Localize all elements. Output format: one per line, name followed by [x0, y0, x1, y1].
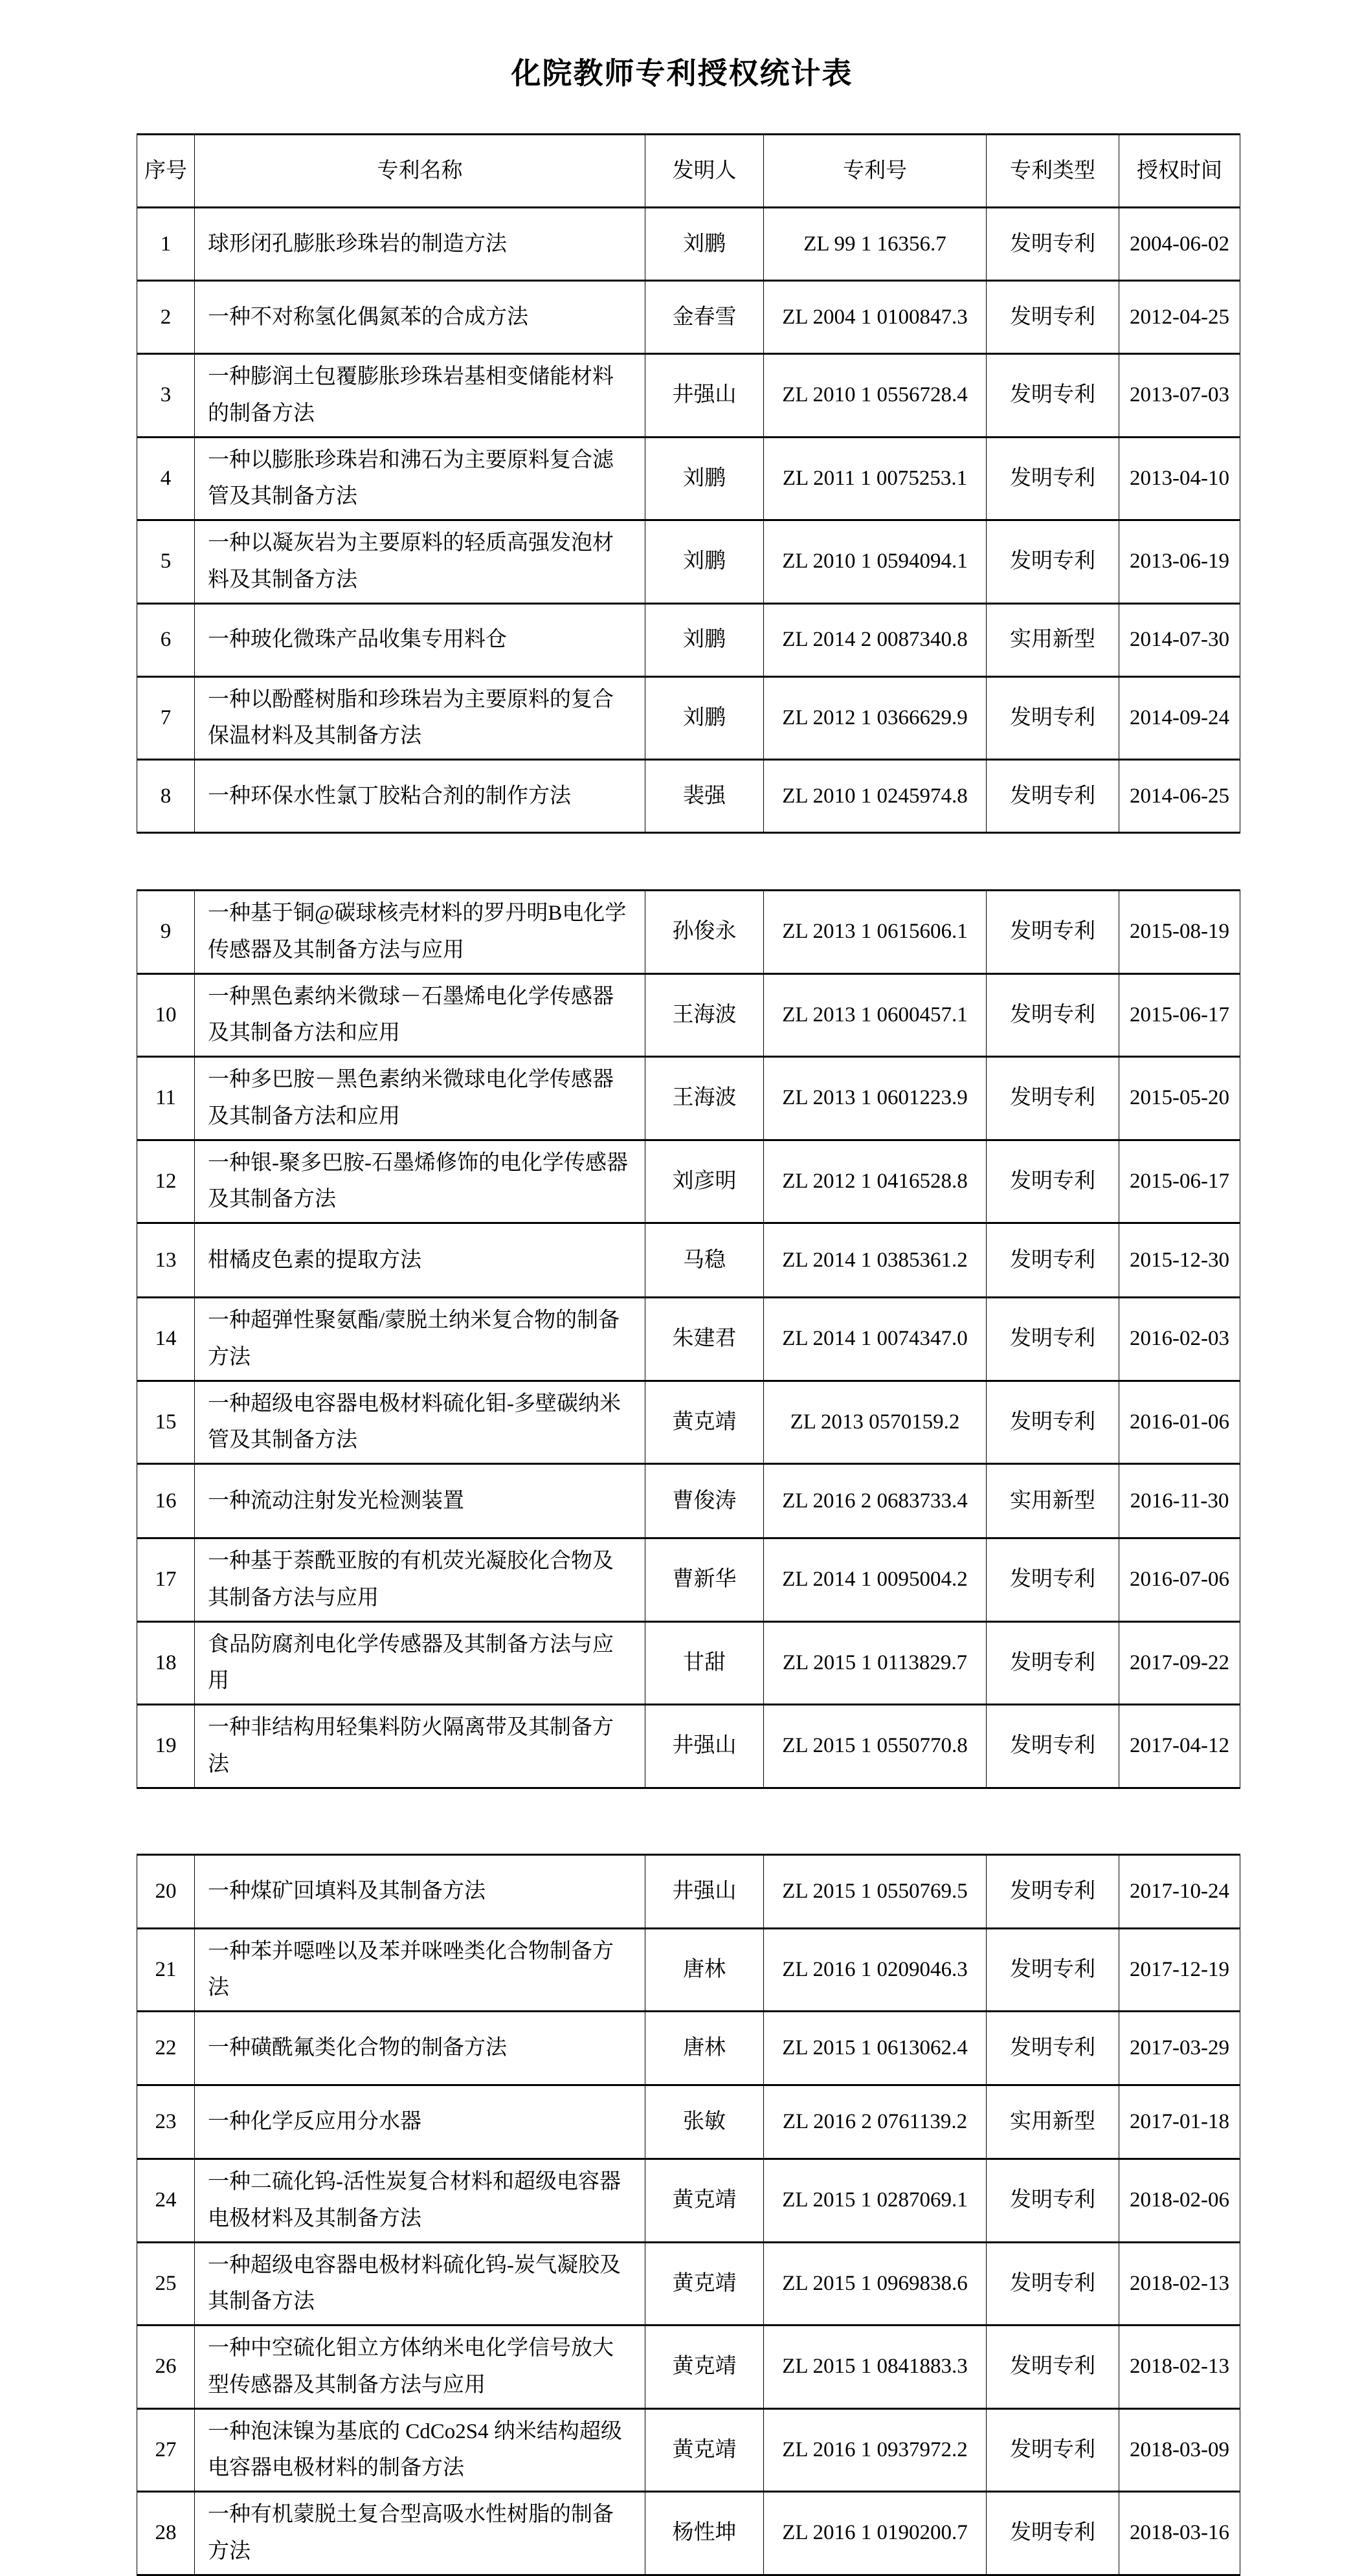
cell-patent-number: ZL 2004 1 0100847.3 [764, 281, 987, 354]
cell-grant-date: 2018-02-13 [1119, 2326, 1240, 2409]
cell-no: 5 [137, 520, 195, 604]
cell-patent-type: 发明专利 [987, 891, 1119, 974]
table-row [137, 2492, 1240, 2575]
cell-patent-type: 发明专利 [987, 1538, 1119, 1622]
cell-no: 27 [137, 2408, 195, 2492]
cell-grant-date: 2013-04-10 [1119, 437, 1240, 520]
table-row [137, 760, 1240, 833]
col-header-grant-date: 授权时间 [1119, 135, 1240, 208]
cell-patent-number: ZL 2014 1 0074347.0 [764, 1298, 987, 1381]
cell-patent-name: 一种膨润土包覆膨胀珍珠岩基相变储能材料的制备方法 [195, 354, 645, 438]
cell-inventor: 王海波 [645, 973, 764, 1057]
cell-grant-date: 2014-07-30 [1119, 603, 1240, 676]
cell-patent-number: ZL 2015 1 0969838.6 [764, 2242, 987, 2326]
cell-patent-name: 一种以凝灰岩为主要原料的轻质高强发泡材料及其制备方法 [195, 520, 645, 604]
cell-grant-date: 2015-06-17 [1119, 1140, 1240, 1223]
cell-inventor: 刘鹏 [645, 520, 764, 604]
cell-patent-number: ZL 2010 1 0245974.8 [764, 760, 987, 833]
cell-patent-number: ZL 2011 1 0075253.1 [764, 437, 987, 520]
cell-patent-name: 一种泡沫镍为基底的 CdCo2S4 纳米结构超级电容器电极材料的制备方法 [195, 2408, 645, 2492]
cell-no: 28 [137, 2492, 195, 2575]
cell-grant-date: 2004-06-02 [1119, 208, 1240, 281]
cell-grant-date: 2013-07-03 [1119, 354, 1240, 438]
cell-inventor: 井强山 [645, 1854, 764, 1928]
cell-inventor: 甘甜 [645, 1621, 764, 1705]
cell-patent-name: 一种化学反应用分水器 [195, 2085, 645, 2159]
table-wrapper [137, 133, 1240, 2576]
cell-patent-type: 发明专利 [987, 1705, 1119, 1788]
cell-inventor: 张敏 [645, 2085, 764, 2159]
cell-patent-type: 发明专利 [987, 1854, 1119, 1928]
cell-no: 7 [137, 676, 195, 760]
cell-grant-date: 2015-06-17 [1119, 973, 1240, 1057]
table-row [137, 1621, 1240, 1705]
cell-patent-type: 实用新型 [987, 1464, 1119, 1538]
cell-patent-name: 一种银-聚多巴胺-石墨烯修饰的电化学传感器及其制备方法 [195, 1140, 645, 1223]
page-title: 化院教师专利授权统计表 [511, 57, 853, 90]
cell-grant-date: 2017-01-18 [1119, 2085, 1240, 2159]
cell-patent-type: 发明专利 [987, 1298, 1119, 1381]
cell-patent-number: ZL 2014 2 0087340.8 [764, 603, 987, 676]
cell-patent-number: ZL 2016 1 0190200.7 [764, 2492, 987, 2575]
cell-patent-name: 一种基于铜@碳球核壳材料的罗丹明B电化学传感器及其制备方法与应用 [195, 891, 645, 974]
cell-patent-type: 发明专利 [987, 520, 1119, 604]
cell-no: 6 [137, 603, 195, 676]
cell-patent-name: 一种磺酰氟类化合物的制备方法 [195, 2012, 645, 2085]
cell-grant-date: 2016-07-06 [1119, 1538, 1240, 1622]
cell-inventor: 黄克靖 [645, 2408, 764, 2492]
cell-patent-number: ZL 2010 1 0594094.1 [764, 520, 987, 604]
cell-patent-name: 一种超弹性聚氨酯/蒙脱土纳米复合物的制备方法 [195, 1298, 645, 1381]
cell-patent-type: 发明专利 [987, 973, 1119, 1057]
cell-inventor: 刘鹏 [645, 437, 764, 520]
cell-no: 12 [137, 1140, 195, 1223]
cell-no: 18 [137, 1621, 195, 1705]
cell-patent-number: ZL 2016 1 0209046.3 [764, 1928, 987, 2012]
col-header-inventor: 发明人 [645, 135, 764, 208]
table-row [137, 1854, 1240, 1928]
cell-patent-number: ZL 99 1 16356.7 [764, 208, 987, 281]
cell-grant-date: 2018-02-06 [1119, 2159, 1240, 2243]
cell-grant-date: 2017-03-29 [1119, 2012, 1240, 2085]
table-row [137, 2085, 1240, 2159]
table-row [137, 208, 1240, 281]
patent-table-section-3 [137, 1854, 1240, 2576]
table-row [137, 2242, 1240, 2326]
cell-grant-date: 2018-03-09 [1119, 2408, 1240, 2492]
table-row [137, 1298, 1240, 1381]
cell-no: 22 [137, 2012, 195, 2085]
table-row [137, 1381, 1240, 1464]
cell-patent-name: 一种基于萘酰亚胺的有机荧光凝胶化合物及其制备方法与应用 [195, 1538, 645, 1622]
cell-no: 11 [137, 1057, 195, 1140]
table-row [137, 1705, 1240, 1788]
cell-no: 14 [137, 1298, 195, 1381]
cell-no: 23 [137, 2085, 195, 2159]
cell-patent-name: 一种以酚醛树脂和珍珠岩为主要原料的复合保温材料及其制备方法 [195, 676, 645, 760]
table-row [137, 520, 1240, 604]
cell-inventor: 孙俊永 [645, 891, 764, 974]
cell-patent-number: ZL 2016 2 0761139.2 [764, 2085, 987, 2159]
cell-patent-type: 发明专利 [987, 1381, 1119, 1464]
cell-patent-name: 一种超级电容器电极材料硫化钨-炭气凝胶及其制备方法 [195, 2242, 645, 2326]
cell-patent-type: 实用新型 [987, 2085, 1119, 2159]
cell-patent-type: 发明专利 [987, 1140, 1119, 1223]
table-header-row [137, 135, 1240, 208]
cell-grant-date: 2016-01-06 [1119, 1381, 1240, 1464]
cell-patent-name: 一种超级电容器电极材料硫化钼-多壁碳纳米管及其制备方法 [195, 1381, 645, 1464]
cell-grant-date: 2015-05-20 [1119, 1057, 1240, 1140]
cell-no: 17 [137, 1538, 195, 1622]
cell-inventor: 马稳 [645, 1223, 764, 1298]
cell-inventor: 刘鹏 [645, 603, 764, 676]
cell-patent-type: 发明专利 [987, 1928, 1119, 2012]
cell-patent-type: 发明专利 [987, 760, 1119, 833]
cell-inventor: 朱建君 [645, 1298, 764, 1381]
cell-inventor: 曹新华 [645, 1538, 764, 1622]
cell-patent-number: ZL 2013 1 0615606.1 [764, 891, 987, 974]
table-row [137, 973, 1240, 1057]
cell-patent-type: 发明专利 [987, 208, 1119, 281]
cell-patent-type: 发明专利 [987, 1057, 1119, 1140]
table-row [137, 603, 1240, 676]
cell-no: 15 [137, 1381, 195, 1464]
table-row [137, 281, 1240, 354]
cell-patent-number: ZL 2012 1 0416528.8 [764, 1140, 987, 1223]
cell-patent-name: 一种二硫化钨-活性炭复合材料和超级电容器电极材料及其制备方法 [195, 2159, 645, 2243]
cell-grant-date: 2017-12-19 [1119, 1928, 1240, 2012]
cell-patent-number: ZL 2013 0570159.2 [764, 1381, 987, 1464]
cell-patent-name: 一种不对称氢化偶氮苯的合成方法 [195, 281, 645, 354]
cell-no: 4 [137, 437, 195, 520]
cell-grant-date: 2017-04-12 [1119, 1705, 1240, 1788]
cell-patent-number: ZL 2016 1 0937972.2 [764, 2408, 987, 2492]
col-header-patent-number: 专利号 [764, 135, 987, 208]
cell-patent-type: 发明专利 [987, 437, 1119, 520]
cell-grant-date: 2014-06-25 [1119, 760, 1240, 833]
cell-grant-date: 2018-02-13 [1119, 2242, 1240, 2326]
cell-no: 19 [137, 1705, 195, 1788]
cell-grant-date: 2017-09-22 [1119, 1621, 1240, 1705]
cell-no: 21 [137, 1928, 195, 2012]
cell-patent-number: ZL 2012 1 0366629.9 [764, 676, 987, 760]
cell-inventor: 刘鹏 [645, 208, 764, 281]
cell-no: 3 [137, 354, 195, 438]
cell-grant-date: 2013-06-19 [1119, 520, 1240, 604]
cell-inventor: 黄克靖 [645, 2326, 764, 2409]
cell-patent-type: 发明专利 [987, 1223, 1119, 1298]
cell-patent-name: 一种非结构用轻集料防火隔离带及其制备方法 [195, 1705, 645, 1788]
cell-no: 8 [137, 760, 195, 833]
cell-grant-date: 2016-02-03 [1119, 1298, 1240, 1381]
cell-patent-number: ZL 2015 1 0287069.1 [764, 2159, 987, 2243]
cell-no: 20 [137, 1854, 195, 1928]
cell-patent-number: ZL 2010 1 0556728.4 [764, 354, 987, 438]
cell-patent-number: ZL 2013 1 0600457.1 [764, 973, 987, 1057]
cell-inventor: 刘鹏 [645, 676, 764, 760]
cell-patent-name: 一种有机蒙脱土复合型高吸水性树脂的制备方法 [195, 2492, 645, 2575]
cell-inventor: 金春雪 [645, 281, 764, 354]
cell-inventor: 裴强 [645, 760, 764, 833]
cell-inventor: 刘彦明 [645, 1140, 764, 1223]
cell-no: 10 [137, 973, 195, 1057]
cell-no: 2 [137, 281, 195, 354]
cell-patent-type: 发明专利 [987, 2159, 1119, 2243]
col-header-no: 序号 [137, 135, 195, 208]
cell-patent-name: 柑橘皮色素的提取方法 [195, 1223, 645, 1298]
cell-patent-number: ZL 2015 1 0113829.7 [764, 1621, 987, 1705]
cell-patent-type: 发明专利 [987, 2326, 1119, 2409]
cell-patent-type: 发明专利 [987, 2012, 1119, 2085]
patent-table-section-1 [137, 133, 1240, 834]
cell-patent-type: 发明专利 [987, 676, 1119, 760]
table-row [137, 2326, 1240, 2409]
cell-patent-name: 一种流动注射发光检测装置 [195, 1464, 645, 1538]
cell-inventor: 井强山 [645, 354, 764, 438]
table-row [137, 1538, 1240, 1622]
cell-no: 1 [137, 208, 195, 281]
cell-patent-type: 发明专利 [987, 2242, 1119, 2326]
cell-inventor: 王海波 [645, 1057, 764, 1140]
table-row [137, 1140, 1240, 1223]
col-header-patent-name: 专利名称 [195, 135, 645, 208]
cell-no: 26 [137, 2326, 195, 2409]
cell-no: 9 [137, 891, 195, 974]
table-row [137, 2408, 1240, 2492]
cell-inventor: 唐林 [645, 1928, 764, 2012]
table-row [137, 1928, 1240, 2012]
cell-patent-number: ZL 2015 1 0841883.3 [764, 2326, 987, 2409]
cell-patent-name: 球形闭孔膨胀珍珠岩的制造方法 [195, 208, 645, 281]
cell-patent-name: 一种黑色素纳米微球－石墨烯电化学传感器及其制备方法和应用 [195, 973, 645, 1057]
cell-inventor: 井强山 [645, 1705, 764, 1788]
cell-patent-name: 一种中空硫化钼立方体纳米电化学信号放大型传感器及其制备方法与应用 [195, 2326, 645, 2409]
cell-patent-type: 发明专利 [987, 281, 1119, 354]
cell-grant-date: 2017-10-24 [1119, 1854, 1240, 1928]
cell-patent-type: 实用新型 [987, 603, 1119, 676]
table-row [137, 1057, 1240, 1140]
table-row [137, 676, 1240, 760]
cell-grant-date: 2018-03-16 [1119, 2492, 1240, 2575]
cell-patent-name: 一种煤矿回填料及其制备方法 [195, 1854, 645, 1928]
patent-table-section-2 [137, 889, 1240, 1789]
table-row [137, 1223, 1240, 1298]
cell-patent-type: 发明专利 [987, 354, 1119, 438]
cell-grant-date: 2012-04-25 [1119, 281, 1240, 354]
cell-patent-number: ZL 2013 1 0601223.9 [764, 1057, 987, 1140]
cell-grant-date: 2014-09-24 [1119, 676, 1240, 760]
cell-patent-number: ZL 2014 1 0385361.2 [764, 1223, 987, 1298]
cell-inventor: 曹俊涛 [645, 1464, 764, 1538]
table-row [137, 1464, 1240, 1538]
col-header-patent-type: 专利类型 [987, 135, 1119, 208]
cell-grant-date: 2016-11-30 [1119, 1464, 1240, 1538]
cell-patent-number: ZL 2015 1 0613062.4 [764, 2012, 987, 2085]
cell-inventor: 杨性坤 [645, 2492, 764, 2575]
table-row [137, 437, 1240, 520]
cell-patent-name: 食品防腐剂电化学传感器及其制备方法与应 用 [195, 1621, 645, 1705]
cell-inventor: 黄克靖 [645, 2242, 764, 2326]
table-row [137, 354, 1240, 438]
cell-patent-type: 发明专利 [987, 1621, 1119, 1705]
cell-inventor: 黄克靖 [645, 2159, 764, 2243]
cell-no: 16 [137, 1464, 195, 1538]
cell-patent-name: 一种多巴胺－黑色素纳米微球电化学传感器及其制备方法和应用 [195, 1057, 645, 1140]
cell-patent-number: ZL 2014 1 0095004.2 [764, 1538, 987, 1622]
cell-grant-date: 2015-12-30 [1119, 1223, 1240, 1298]
cell-patent-type: 发明专利 [987, 2408, 1119, 2492]
cell-patent-number: ZL 2015 1 0550770.8 [764, 1705, 987, 1788]
cell-inventor: 唐林 [645, 2012, 764, 2085]
table-row [137, 891, 1240, 974]
table-row [137, 2159, 1240, 2243]
cell-no: 24 [137, 2159, 195, 2243]
cell-patent-name: 一种环保水性氯丁胶粘合剂的制作方法 [195, 760, 645, 833]
table-row [137, 2012, 1240, 2085]
cell-no: 25 [137, 2242, 195, 2326]
cell-patent-name: 一种玻化微珠产品收集专用料仓 [195, 603, 645, 676]
cell-patent-type: 发明专利 [987, 2492, 1119, 2575]
cell-no: 13 [137, 1223, 195, 1298]
cell-patent-number: ZL 2016 2 0683733.4 [764, 1464, 987, 1538]
cell-grant-date: 2015-08-19 [1119, 891, 1240, 974]
cell-patent-name: 一种苯并噁唑以及苯并咪唑类化合物制备方法 [195, 1928, 645, 2012]
cell-inventor: 黄克靖 [645, 1381, 764, 1464]
cell-patent-number: ZL 2015 1 0550769.5 [764, 1854, 987, 1928]
cell-patent-name: 一种以膨胀珍珠岩和沸石为主要原料复合滤管及其制备方法 [195, 437, 645, 520]
